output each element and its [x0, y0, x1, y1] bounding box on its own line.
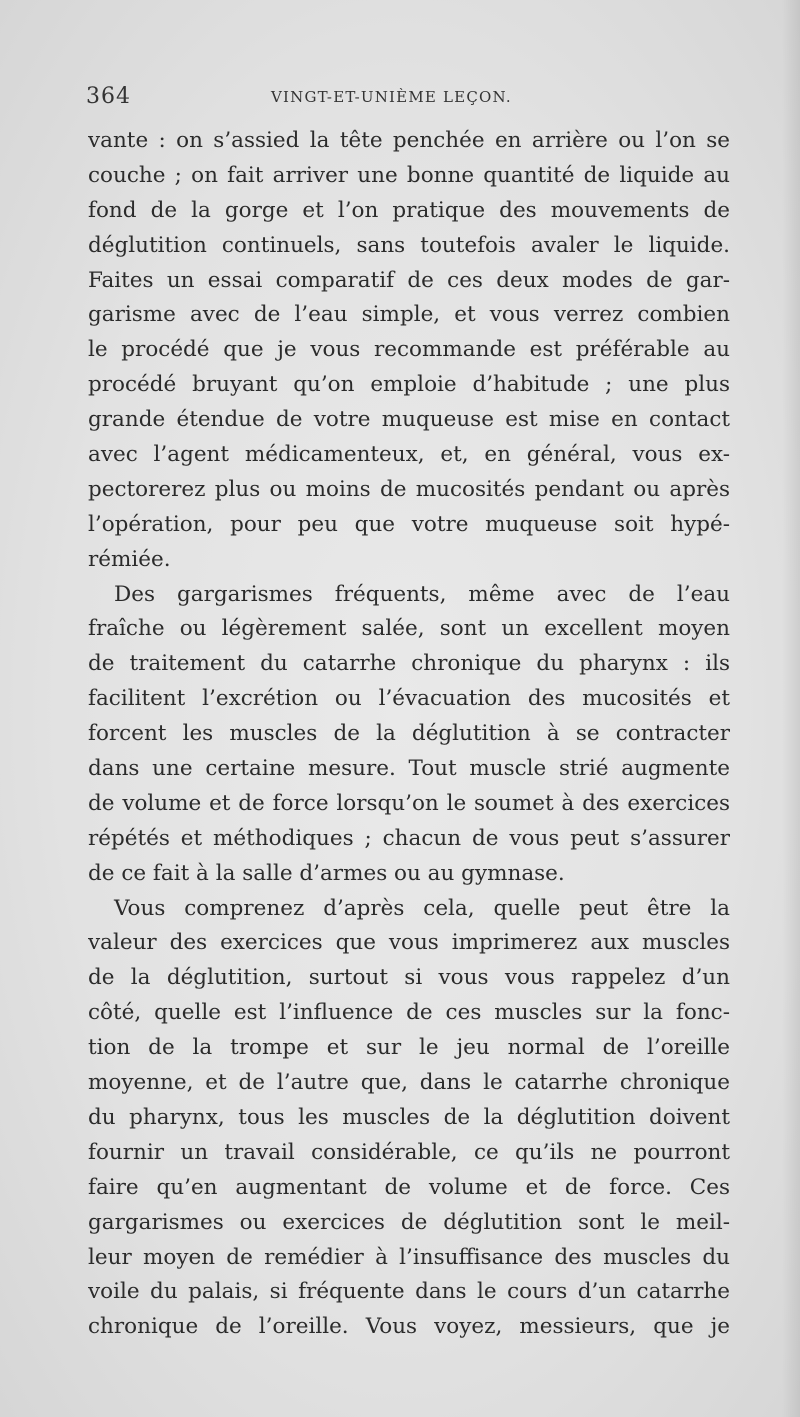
text-line: côté, quelle est l’influence de ces muscles sur la fonc-: [88, 1000, 730, 1026]
text-line: fond de la gorge et l’on pratique des mouvements de: [88, 197, 730, 223]
text-line: forcent les muscles de la déglutition à se contracter: [88, 721, 730, 747]
text-line: garisme avec de l’eau simple, et vous verrez combien: [88, 302, 730, 328]
text-line: procédé bruyant qu’on emploie d’habitude ; une plus: [88, 372, 730, 398]
text-line: chronique de l’oreille. Vous voyez, messieurs, que je: [88, 1314, 730, 1340]
text-line: le procédé que je vous recommande est préférable au: [88, 337, 730, 363]
text-line: grande étendue de votre muqueuse est mise en contact: [88, 407, 730, 433]
text-line: de ce fait à la salle d’armes ou au gymnase.: [88, 860, 565, 886]
text-line: rémiée.: [88, 546, 171, 572]
text-line: du pharynx, tous les muscles de la déglutition doivent: [88, 1104, 730, 1130]
text-line: avec l’agent médicamenteux, et, en général, vous ex-: [88, 442, 730, 468]
text-line: gargarismes ou exercices de déglutition sont le meil-: [88, 1209, 730, 1235]
text-line: leur moyen de remédier à l’insuffisance des muscles du: [88, 1244, 730, 1270]
running-head: VINGT-ET-UNIÈME LEÇON.: [271, 88, 512, 106]
text-line: déglutition continuels, sans toutefois avaler le liquide.: [88, 232, 730, 258]
page-header: [86, 84, 726, 114]
page-edge-shadow: [782, 0, 800, 1417]
text-line: faire qu’en augmentant de volume et de force. Ces: [88, 1174, 730, 1200]
text-line: tion de la trompe et sur le jeu normal de l’oreille: [88, 1035, 730, 1061]
text-line: fournir un travail considérable, ce qu’ils ne pourront: [88, 1139, 730, 1165]
text-line: l’opération, pour peu que votre muqueuse soit hypé-: [88, 511, 730, 537]
text-line: fraîche ou légèrement salée, sont un excellent moyen: [88, 616, 730, 642]
text-line: Faites un essai comparatif de ces deux modes de gar-: [88, 267, 730, 293]
text-line: vante : on s’assied la tête penchée en arrière ou l’on se: [88, 128, 730, 153]
text-line: dans une certaine mesure. Tout muscle strié augmente: [88, 756, 730, 782]
text-line: couche ; on fait arriver une bonne quantité de liquide au: [88, 162, 730, 188]
text-line: moyenne, et de l’autre que, dans le catarrhe chronique: [88, 1070, 730, 1096]
text-line: valeur des exercices que vous imprimerez aux muscles: [88, 930, 730, 956]
text-line: Vous comprenez d’après cela, quelle peut être la: [114, 895, 730, 921]
page-number: 364: [86, 84, 131, 109]
text-line: facilitent l’excrétion ou l’évacuation des mucosités et: [88, 686, 730, 712]
text-line: voile du palais, si fréquente dans le cours d’un catarrhe: [88, 1279, 730, 1305]
text-line: répétés et méthodiques ; chacun de vous peut s’assurer: [88, 825, 730, 851]
text-line: pectorerez plus ou moins de mucosités pendant ou après: [88, 476, 730, 502]
text-line: de traitement du catarrhe chronique du pharynx : ils: [88, 651, 730, 677]
text-line: de la déglutition, surtout si vous vous rappelez d’un: [88, 965, 730, 991]
body-text: [88, 124, 730, 1345]
text-line: de volume et de force lorsqu’on le soumet à des exercices: [88, 790, 730, 816]
text-line: Des gargarismes fréquents, même avec de l’eau: [114, 581, 730, 607]
